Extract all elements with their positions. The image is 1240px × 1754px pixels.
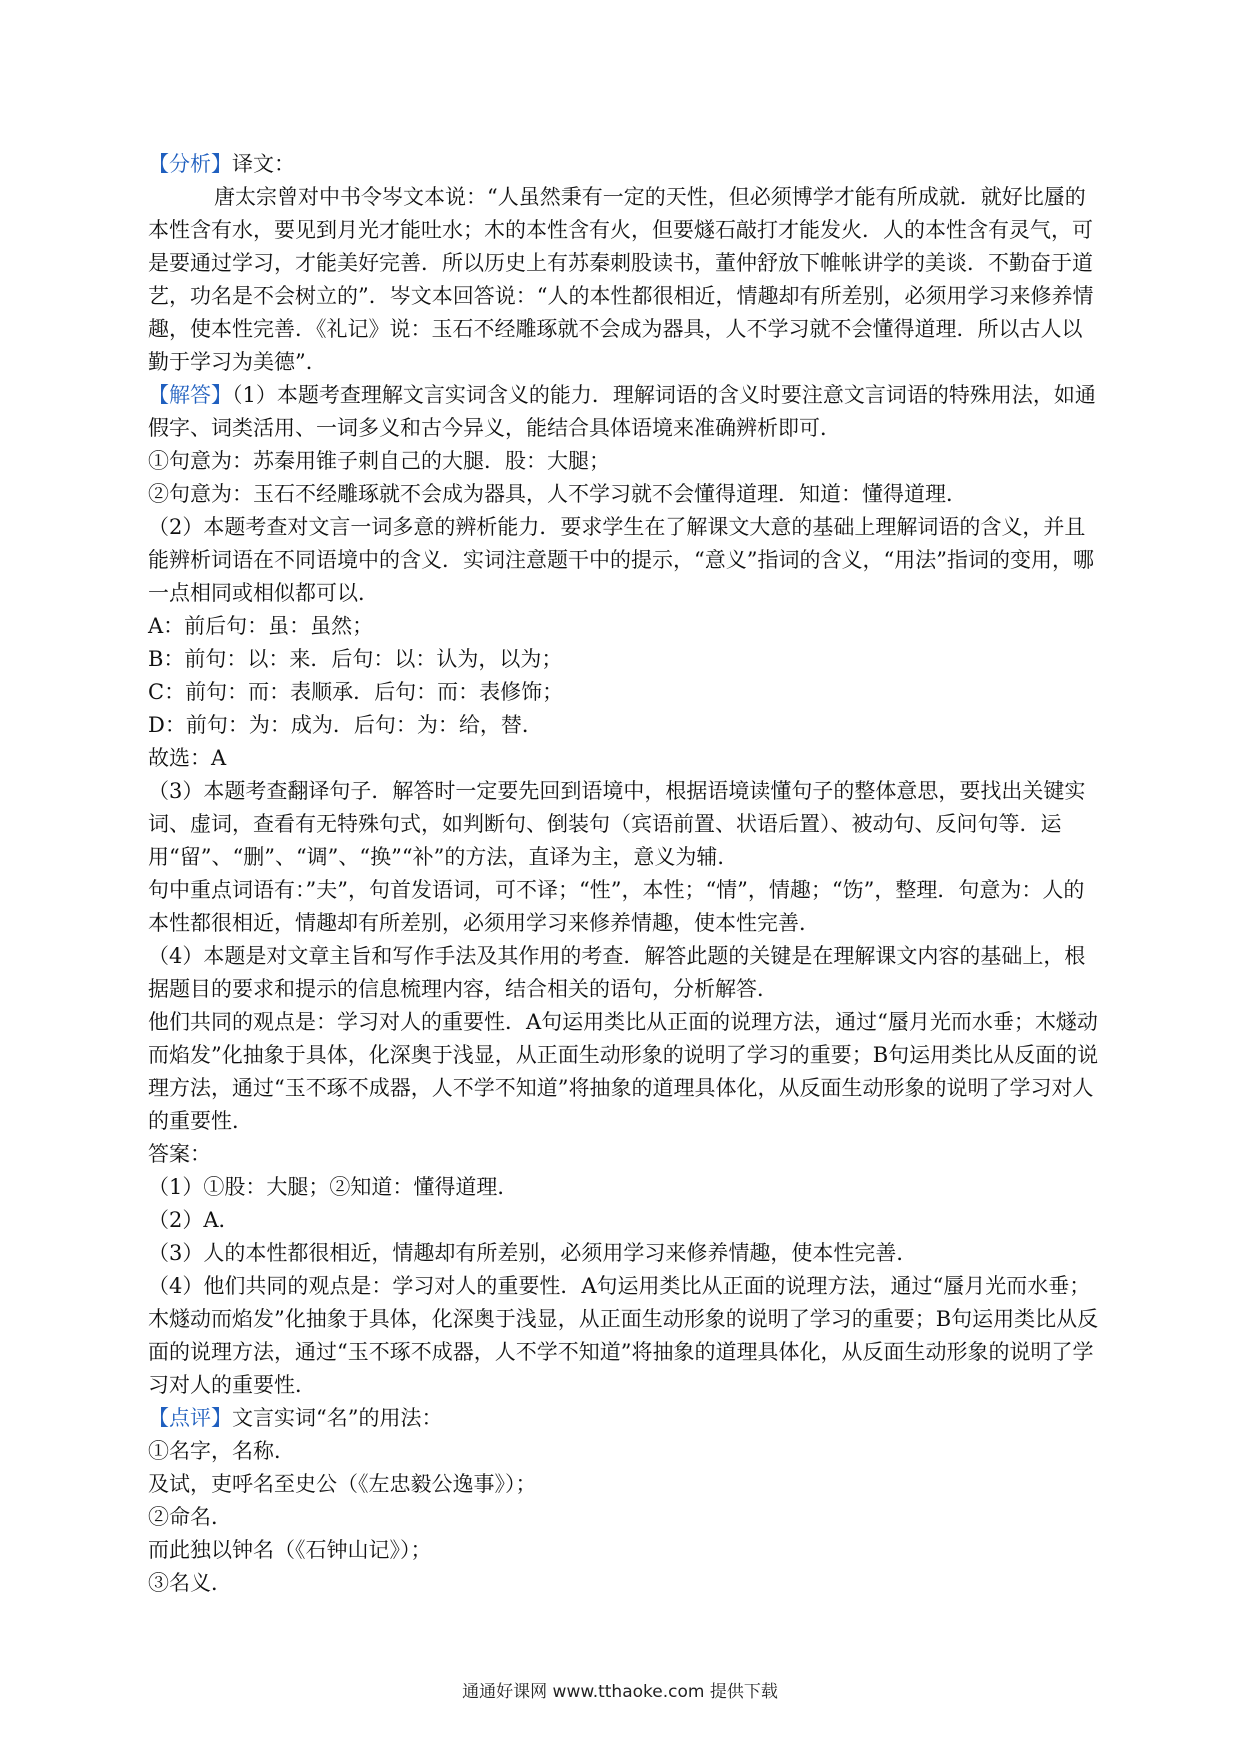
analysis-translation: 唐太宗曾对中书令岑文本说：“人虽然秉有一定的天性，但必须博学才能有所成就．就好比蜃的本性含有水，要见到月光才能吐水；木的本性含有火，但要燧石敲打才能发火．人的本性含有灵气，可是要通过学习，才能美好完善．所以历史上有苏秦刺股读书，董仲舒放下帷帐讲学的美谈．不勤奋于道艺，功名是不会树立的”．岑文本回答说：“人的本性都很相近，情趣却有所差别，必须用学习来修养情趣，使本性完善．《礼记》说：玉石不经雕琢就不会成为器具，人不学习就不会懂得道理．所以古人以勤于学习为美德”． — [148, 185, 1094, 374]
solution-line: ①句意为：苏秦用锥子刺自己的大腿．股：大腿； — [148, 449, 610, 473]
solution-line: （2）本题考查对文言一词多意的辨析能力．要求学生在了解课文大意的基础上理解词语的含义，并且能辨析词语在不同语境中的含义．实词注意题干中的提示，“意义”指词的含义，“用法”指词的变用，哪一点相同或相似都可以． — [148, 515, 1094, 605]
comment-heading-line — [148, 1402, 1100, 1435]
option-a: A：前后句：虽：虽然； — [148, 614, 374, 638]
solution-line: （4）本题是对文章主旨和写作手法及其作用的考查．解答此题的关键是在理解课文内容的基础上，根据题目的要求和提示的信息梳理内容，结合相关的语句，分析解答． — [148, 944, 1086, 1001]
solution-part-1 — [148, 379, 1100, 445]
comment-heading: 文言实词“名”的用法： — [232, 1406, 443, 1430]
solution-tag: 【解答】 — [148, 383, 232, 407]
page-footer: 通通好课网 www.tthaoke.com 提供下载 — [462, 1682, 778, 1702]
option-c: C：前句：而：表顺承．后句：而：表修饰； — [148, 680, 564, 704]
answer-line: （1）①股：大腿；②知道：懂得道理． — [148, 1175, 519, 1199]
solution-line: 句中重点词语有：”夫”，句首发语词，可不译；“性”，本性；“情”，情趣；“饬”，整理．句意为：人的本性都很相近，情趣却有所差别，必须用学习来修养情趣，使本性完善． — [148, 878, 1085, 935]
answer-line: （2）A． — [148, 1208, 240, 1232]
comment-line: ③名义． — [148, 1571, 232, 1595]
choice-result: 故选：A — [148, 746, 227, 770]
comment-line: ①名字，名称． — [148, 1439, 295, 1463]
analysis-heading: 译文： — [232, 152, 295, 176]
analysis-tag: 【分析】 — [148, 152, 232, 176]
option-b: B：前句：以：来．后句：以：认为，以为； — [148, 647, 563, 671]
option-d: D：前句：为：成为．后句：为：给，替． — [148, 713, 543, 737]
answer-heading: 答案： — [148, 1142, 211, 1166]
solution-line: 他们共同的观点是：学习对人的重要性．A句运用类比从正面的说理方法，通过“蜃月光而水垂；木燧动而焰发”化抽象于具体，化深奥于浅显，从正面生动形象的说明了学习的重要；B句运用类比从反面的说理方法，通过“玉不琢不成器，人不学不知道”将抽象的道理具体化，从反面生动形象的说明了学习对人的重要性． — [148, 1010, 1099, 1133]
analysis-heading-line — [148, 148, 1100, 181]
solution-line: ②句意为：玉石不经雕琢就不会成为器具，人不学习就不会懂得道理．知道：懂得道理． — [148, 482, 967, 506]
comment-line: 及试，吏呼名至史公（《左忠毅公逸事》）； — [148, 1472, 537, 1496]
comment-tag: 【点评】 — [148, 1406, 232, 1430]
solution-line: （3）本题考查翻译句子．解答时一定要先回到语境中，根据语境读懂句子的整体意思，要找出关键实词、虚词，查看有无特殊句式，如判断句、倒装句（宾语前置、状语后置）、被动句、反问句等．运用“留”、“删”、“调”、“换”“补”的方法，直译为主，意义为辅． — [148, 779, 1086, 869]
answer-line: （4）他们共同的观点是：学习对人的重要性．A句运用类比从正面的说理方法，通过“蜃月光而水垂；木燧动而焰发”化抽象于具体，化深奥于浅显，从正面生动形象的说明了学习的重要；B句运用类比从反面的说理方法，通过“玉不琢不成器，人不学不知道”将抽象的道理具体化，从反面生动形象的说明了学习对人的重要性． — [148, 1274, 1099, 1397]
comment-line: 而此独以钟名（《石钟山记》）； — [148, 1538, 432, 1562]
comment-line: ②命名． — [148, 1505, 232, 1529]
solution-line: （1）本题考查理解文言实词含义的能力．理解词语的含义时要注意文言词语的特殊用法，如通假字、词类活用、一词多义和古今异义，能结合具体语境来准确辨析即可． — [148, 383, 1096, 440]
document-body — [148, 148, 1100, 1600]
answer-line: （3）人的本性都很相近，情趣却有所差别，必须用学习来修养情趣，使本性完善． — [148, 1241, 918, 1265]
